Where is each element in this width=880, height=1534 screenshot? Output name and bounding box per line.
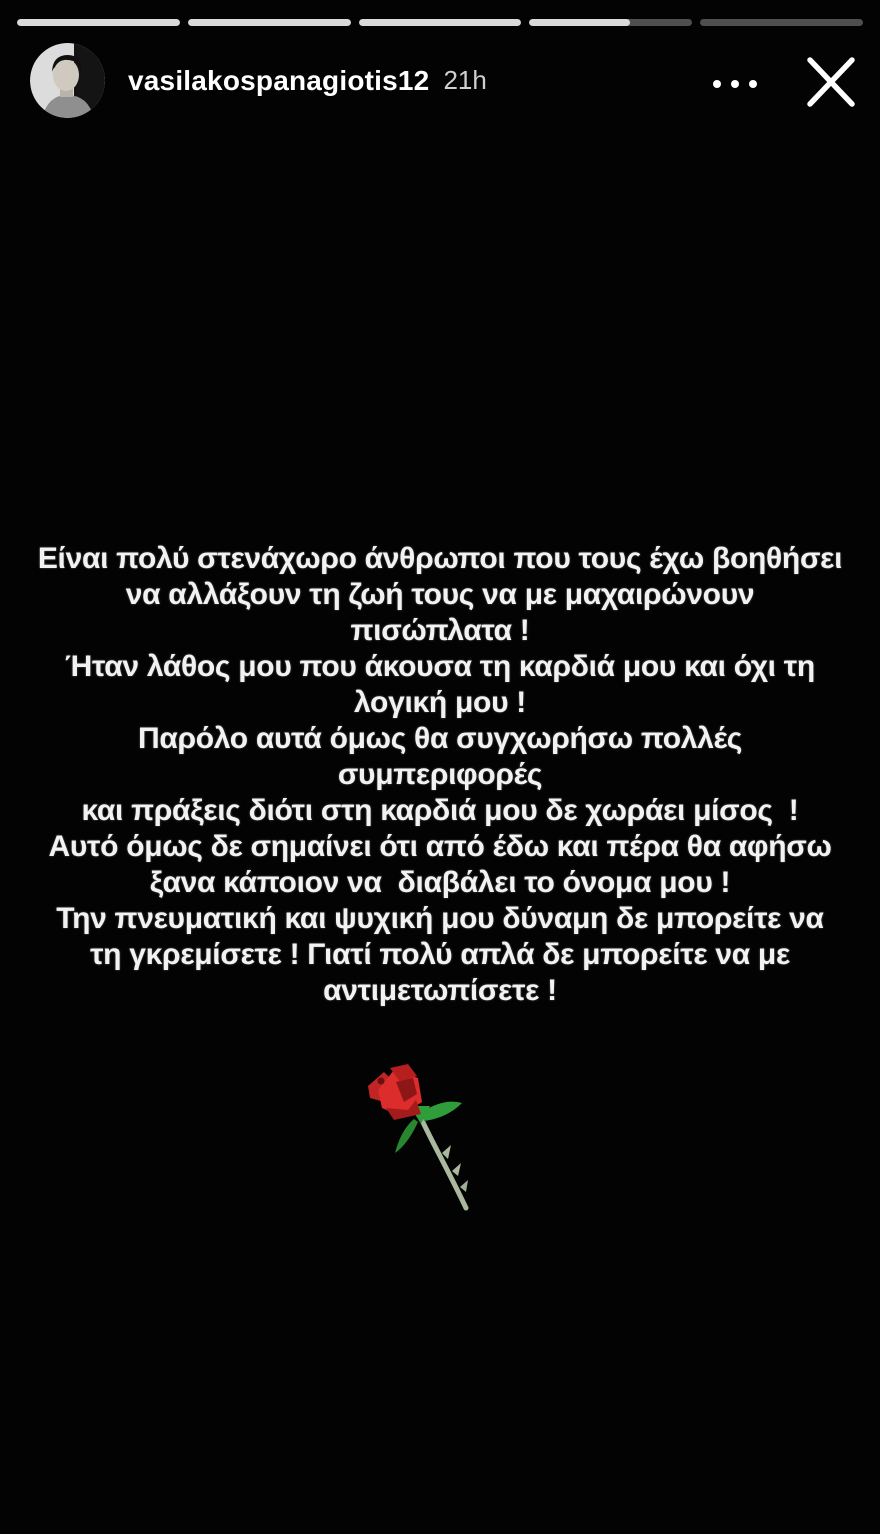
profile-photo-icon	[30, 43, 105, 118]
more-options-dots-icon	[713, 80, 721, 88]
story-text-line: και πράξεις διότι στη καρδιά μου δε χωράει μίσος !	[81, 794, 799, 827]
story-text-line: λογική μου !	[354, 686, 526, 719]
progress-segment[interactable]	[700, 19, 863, 26]
story-text-line: να αλλάξουν τη ζωή τους να με μαχαιρώνουν	[125, 578, 755, 611]
story-text-line: Την πνευματική και ψυχική μου δύναμη δε μπορείτε να	[56, 902, 824, 935]
story-text	[36, 541, 844, 1009]
close-x-icon	[804, 56, 858, 108]
progress-segment[interactable]	[529, 19, 692, 26]
story-text-line: ξανα κάποιον να διαβάλει το όνομα μου !	[149, 866, 731, 899]
story-text-line: Αυτό όμως δε σημαίνει ότι από έδω και πέρα θα αφήσω	[48, 830, 832, 863]
close-button[interactable]	[798, 52, 864, 112]
story-text-line: πισώπλατα !	[350, 614, 530, 647]
progress-segment[interactable]	[359, 19, 522, 26]
story-text-line: Είναι πολύ στενάχωρο άνθρωποι που τους έχω βοηθήσει	[37, 542, 843, 575]
story-progress-bars	[17, 19, 863, 26]
more-options-button[interactable]	[700, 66, 770, 102]
rose-icon	[360, 1050, 510, 1215]
progress-segment[interactable]	[188, 19, 351, 26]
story-text-line: αντιμετωπίσετε !	[323, 974, 557, 1007]
story-text-line: Παρόλο αυτά όμως θα συγχωρήσω πολλές συμπεριφορές	[137, 722, 751, 791]
story-text-line: τη γκρεμίσετε ! Γιατί πολύ απλά δε μπορείτε να με	[90, 938, 790, 971]
story-header	[128, 43, 700, 118]
avatar[interactable]	[30, 43, 105, 118]
username[interactable]: vasilakospanagiotis12	[128, 64, 430, 96]
timestamp: 21h	[443, 65, 487, 95]
progress-segment[interactable]	[17, 19, 180, 26]
story-text-line: Ήταν λάθος μου που άκουσα τη καρδιά μου και όχι τη	[65, 650, 815, 683]
